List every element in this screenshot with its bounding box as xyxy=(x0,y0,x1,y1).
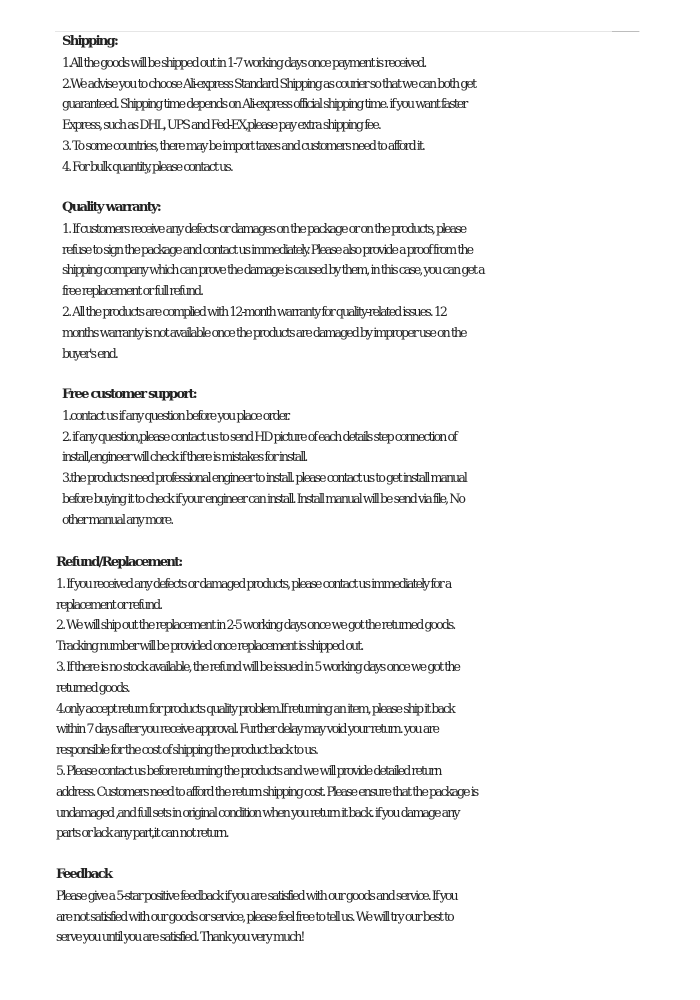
section-feedback xyxy=(0,865,700,948)
text-line: responsible for the cost of shipping the product back to us. xyxy=(56,742,318,758)
text-line: buyer's end. xyxy=(62,345,117,361)
text-line: before buying it to check if your engineer can install. Install manual will be send via file, No xyxy=(62,490,464,506)
section-heading: Feedback xyxy=(56,867,112,882)
section-heading: Refund/Replacement: xyxy=(56,555,182,570)
text-line: replacement or refund. xyxy=(56,596,162,612)
text-line: 2. We will ship out the replacement in 2-5 working days once we got the returned goods. xyxy=(56,617,455,633)
text-line: Please give a 5-star positive feedback if you are satisfied with our goods and service. If you xyxy=(56,887,457,903)
text-line: 4.only accept return for products quality problem.If returning an item, please ship it back xyxy=(56,700,454,716)
section-refund-replacement xyxy=(0,553,700,844)
text-line: shipping company which can prove the damage is caused by them, in this case, you can get a xyxy=(62,262,484,278)
text-line: Tracking number will be provided once replacement is shipped out. xyxy=(56,638,363,654)
text-line: serve you until you are satisfied. Thank you very much! xyxy=(56,929,304,945)
text-line: 4. For bulk quantity, please contact us. xyxy=(62,158,232,174)
section-heading: Free customer support: xyxy=(62,387,196,402)
text-line: free replacement or full refund. xyxy=(62,283,203,299)
text-line: months warranty is not available once the products are damaged by improper use on the xyxy=(62,324,466,340)
text-line: address. Customers need to afford the return shipping cost. Please ensure that the package is xyxy=(56,783,478,799)
text-line: 3. To some countries, there may be import taxes and customers need to afford it. xyxy=(62,137,424,153)
text-line: install,engineer will check if there is mistakes for install. xyxy=(62,449,307,465)
text-line: undamaged ,and full sets in original condition when you return it back. if you damage any xyxy=(56,804,459,820)
section-heading: Shipping: xyxy=(62,34,118,49)
text-line: parts or lack any part,it can not return. xyxy=(56,825,228,841)
section-free-customer-support xyxy=(0,385,700,531)
text-line: 2. if any question,please contact us to send HD picture of each details step connection of xyxy=(62,428,456,444)
text-line: 1.contact us if any question before you place order. xyxy=(62,407,289,423)
text-line: 1. If customers receive any defects or damages on the package or on the products, please xyxy=(62,220,466,236)
text-line: 3. If there is no stock available, the refund will be issued in 5 working days once we got the xyxy=(56,658,459,674)
section-heading: Quality warranty: xyxy=(62,200,160,215)
text-line: 3.the products need professional engineer to install. please contact us to get install manual xyxy=(62,470,466,486)
text-line: 1. If you received any defects or damaged products, please contact us immediately for a xyxy=(56,575,451,591)
text-line: guaranteed. Shipping time depends on Ali-express official shipping time. if you want faster xyxy=(62,96,467,112)
text-line: 2.We advise you to choose Ali-express Standard Shipping as courier so that we can both get xyxy=(62,75,476,91)
section-quality-warranty xyxy=(0,198,700,364)
text-line: are not satisfied with our goods or service, please feel free to tell us. We will try our best to xyxy=(56,908,453,924)
text-line: refuse to sign the package and contact us immediately. Please also provide a proof from the xyxy=(62,241,473,257)
text-line: within 7 days after you receive approval. Further delay may void your return. you are xyxy=(56,721,438,737)
section-shipping xyxy=(0,32,700,178)
text-line: returned goods. xyxy=(56,679,129,695)
text-line: 2. All the products are complied with 12-month warranty for quality-related issues. 12 xyxy=(62,303,446,319)
text-line: 5. Please contact us before returning the products and we will provide detailed return xyxy=(56,762,441,778)
text-line: 1.All the goods will be shipped out in 1-7 working days once payment is received. xyxy=(62,54,426,70)
text-line: Express, such as DHL, UPS and Fed-EX,please pay extra shipping fee. xyxy=(62,117,380,133)
text-line: other manual any more. xyxy=(62,511,173,527)
